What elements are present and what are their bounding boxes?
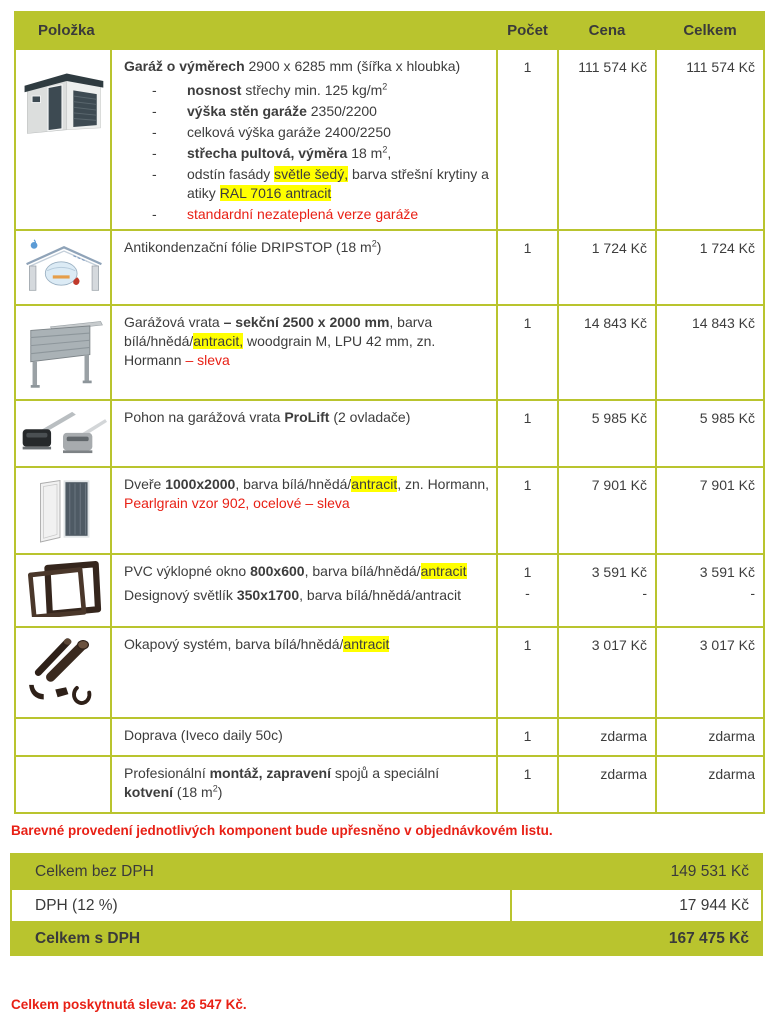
table-row [15, 554, 764, 627]
sectional-door-product-image [20, 377, 106, 394]
dripstop-image-cell [15, 230, 111, 305]
table-row [15, 230, 764, 305]
quantity-cell [497, 756, 558, 813]
text-segment: montáž, zapravení [209, 765, 331, 782]
text-segment: ProLift [284, 409, 330, 426]
bullet-text [187, 81, 387, 100]
total-cell [656, 627, 764, 718]
table-row [15, 400, 764, 467]
total-cell [656, 756, 764, 813]
item-description-cell [111, 756, 497, 813]
description-line [124, 635, 490, 654]
quantity-cell-value: 1 [523, 240, 532, 257]
text-segment: 2350/2200 [310, 103, 377, 120]
text-segment: Antikondenzační fólie DRIPSTOP (18 m [124, 239, 372, 256]
text-segment: Okapový systém, barva bílá/hnědá/ [124, 636, 344, 653]
text-segment: odstín fasády [187, 166, 275, 183]
text-segment: ) [376, 239, 382, 256]
items-table [14, 11, 765, 814]
total-cell [656, 400, 764, 467]
description-line [124, 764, 490, 802]
col-header-total: Celkem [656, 12, 764, 49]
table-row [15, 627, 764, 718]
empty-image-cell [15, 756, 111, 813]
quote-document [0, 11, 776, 1012]
text-segment: antracit [420, 563, 467, 580]
bullet-text [187, 165, 490, 203]
item-description-cell [111, 400, 497, 467]
table-row [15, 756, 764, 813]
price-cell [558, 756, 656, 813]
bullet-marker: - [152, 103, 157, 120]
text-segment: kotvení [124, 784, 174, 801]
item-description-cell [111, 554, 497, 627]
item-description-cell [111, 627, 497, 718]
text-segment: nosnost [187, 82, 246, 99]
text-segment: spojů a speciální [330, 765, 440, 782]
description-line [124, 562, 490, 581]
quantity-cell-value: 1 [523, 315, 532, 332]
gutter-image-cell [15, 627, 111, 718]
bullet-marker: - [152, 206, 157, 223]
price-cell [558, 718, 656, 756]
text-segment: RAL 7016 antracit [219, 185, 332, 202]
text-segment: Doprava (Iveco daily 50c) [124, 727, 283, 744]
text-segment: 2 [371, 238, 377, 249]
text-segment: 2 [382, 144, 388, 155]
bullet-text [187, 123, 391, 142]
item-description-cell [111, 49, 497, 230]
total-cell [656, 467, 764, 554]
garage-image-cell [15, 49, 111, 230]
doors-image-cell [15, 467, 111, 554]
text-segment: (2 ovladače) [329, 409, 411, 426]
price-cell-value: - [642, 585, 647, 602]
text-segment: výška stěn garáže [187, 103, 311, 120]
item-description-cell [111, 305, 497, 400]
bullet-marker: - [152, 124, 157, 141]
total-cell-value: 3 017 Kč [699, 637, 755, 654]
discount-note: Celkem poskytnutá sleva: 26 547 Kč. [11, 997, 247, 1012]
text-segment: , [387, 145, 392, 162]
summary-label: Celkem s DPH [35, 929, 141, 947]
text-segment: celková výška garáže 2400/2250 [187, 124, 391, 141]
quantity-cell-value: 1 [523, 477, 532, 494]
total-cell-value: - [750, 585, 755, 602]
col-header-qty: Počet [497, 12, 558, 49]
window-image-cell [15, 554, 111, 627]
text-segment: 2 [212, 783, 218, 794]
text-segment: – sleva [185, 352, 230, 369]
quantity-cell-value: 1 [523, 59, 532, 75]
total-cell [656, 230, 764, 305]
table-header-row [15, 12, 764, 49]
bullet-line [124, 102, 490, 121]
text-segment: antracit [343, 636, 390, 653]
description-line [124, 57, 490, 76]
text-segment: Designový světlík [124, 587, 237, 604]
quantity-cell [497, 230, 558, 305]
summary-value: 167 475 Kč [668, 929, 749, 947]
door-opener-product-image [19, 444, 107, 461]
bullet-text [187, 144, 391, 163]
text-segment: 350x1700 [236, 587, 300, 604]
bullet-line [124, 123, 490, 142]
bullet-line [124, 205, 490, 224]
total-cell-value: zdarma [708, 766, 755, 783]
text-segment: 1000x2000 [165, 476, 236, 493]
total-cell [656, 305, 764, 400]
total-cell-value: 5 985 Kč [699, 410, 755, 427]
text-segment: , barva bílá/hnědá/antracit [299, 587, 462, 604]
door-opener-image-cell [15, 400, 111, 467]
text-segment: 18 m [351, 145, 383, 162]
price-cell-value: 3 591 Kč [591, 564, 647, 581]
gutter-product-image [26, 695, 100, 712]
summary-table [10, 853, 763, 956]
text-segment: Pohon na garážová vrata [124, 409, 285, 426]
quantity-cell [497, 554, 558, 627]
text-segment: , barva bílá/hnědá/ [304, 563, 421, 580]
total-cell-value: 14 843 Kč [691, 315, 755, 332]
text-segment: , zn. Hormann, [397, 476, 490, 493]
text-segment: antracit, [193, 333, 244, 350]
quantity-cell-value: 1 [523, 728, 532, 745]
price-cell-value: 14 843 Kč [583, 315, 647, 332]
price-cell [558, 400, 656, 467]
text-segment: , barva bílá/hnědá/ [124, 314, 433, 350]
total-cell [656, 49, 764, 230]
table-row [15, 467, 764, 554]
col-header-item: Položka [15, 12, 497, 49]
bullet-marker: - [152, 82, 157, 99]
bullet-line [124, 144, 490, 163]
text-segment: 2 [382, 81, 388, 92]
quantity-cell-value: 1 [523, 410, 532, 427]
description-line [124, 475, 490, 513]
summary-row [12, 855, 761, 888]
bullet-line [124, 165, 490, 203]
price-cell [558, 49, 656, 230]
item-description-cell [111, 718, 497, 756]
quantity-cell [497, 400, 558, 467]
total-cell [656, 718, 764, 756]
price-cell-value: 111 574 Kč [578, 59, 647, 75]
text-segment: ) [217, 784, 223, 801]
price-cell [558, 467, 656, 554]
quantity-cell-value: 1 [523, 766, 532, 783]
bullet-marker: - [152, 166, 157, 183]
text-segment: 800x600 [250, 563, 305, 580]
text-segment: 2900 x 6285 mm (šířka x hloubka) [248, 58, 461, 74]
quantity-cell-value: 1 [523, 564, 532, 581]
text-segment: antracit [351, 476, 398, 493]
total-cell-value: 111 574 Kč [686, 59, 755, 75]
quantity-cell [497, 718, 558, 756]
total-cell-value: 7 901 Kč [699, 477, 755, 494]
total-cell-value: 3 591 Kč [699, 564, 755, 581]
quantity-cell [497, 305, 558, 400]
quantity-cell [497, 467, 558, 554]
text-segment: Dveře [124, 476, 166, 493]
text-segment: barva střešní krytiny a atiky [187, 166, 489, 202]
quantity-cell-value: - [525, 585, 530, 602]
text-segment: PVC výklopné okno [124, 563, 251, 580]
doors-product-image [27, 531, 99, 548]
window-product-image [24, 604, 102, 621]
sectional-door-image-cell [15, 305, 111, 400]
text-segment: standardní nezateplená verze garáže [187, 206, 419, 223]
description-line [124, 726, 490, 745]
price-cell [558, 305, 656, 400]
text-segment: světle šedý, [274, 166, 349, 183]
description-line [124, 586, 490, 605]
table-row [15, 305, 764, 400]
summary-value: 17 944 Kč [679, 896, 749, 914]
item-description-cell [111, 230, 497, 305]
text-segment: , barva bílá/hnědá/ [235, 476, 352, 493]
bullet-text [187, 102, 377, 121]
table-row [15, 49, 764, 230]
text-segment: Pearlgrain vzor 902, ocelové – sleva [124, 495, 350, 512]
text-segment: střecha pultová, výměra [187, 145, 352, 162]
text-segment: woodgrain M, LPU 42 mm, zn. Hormann [124, 333, 436, 369]
text-segment: – sekční 2500 x 2000 mm [223, 314, 390, 331]
quantity-cell-value: 1 [523, 637, 532, 654]
price-cell [558, 554, 656, 627]
text-segment: Garážová vrata [124, 314, 224, 331]
bullet-line [124, 81, 490, 100]
description-line [124, 313, 490, 370]
quantity-cell [497, 49, 558, 230]
description-line [124, 238, 490, 257]
item-description-cell [111, 467, 497, 554]
table-row [15, 718, 764, 756]
garage-product-image [18, 123, 108, 140]
summary-label: Celkem bez DPH [35, 862, 154, 880]
total-cell-value: zdarma [708, 728, 755, 745]
text-segment: střechy min. 125 kg/m [245, 82, 383, 99]
total-cell-value: 1 724 Kč [699, 240, 755, 257]
text-segment: Profesionální [124, 765, 210, 782]
summary-row [12, 888, 761, 921]
col-header-price: Cena [558, 12, 656, 49]
price-cell-value: 1 724 Kč [591, 240, 647, 257]
price-cell-value: zdarma [600, 728, 647, 745]
text-segment: (18 m [173, 784, 213, 801]
price-cell [558, 230, 656, 305]
description-line [124, 408, 490, 427]
summary-value: 149 531 Kč [670, 862, 749, 880]
components-color-note: Barevné provedení jednotlivých komponent bude upřesněno v objednávkovém listu. [11, 823, 553, 839]
text-segment: Garáž o výměrech [124, 58, 249, 74]
summary-row [12, 921, 761, 954]
price-cell [558, 627, 656, 718]
price-cell-value: zdarma [600, 766, 647, 783]
price-cell-value: 3 017 Kč [591, 637, 647, 654]
dripstop-product-image [18, 282, 110, 299]
summary-label: DPH (12 %) [12, 890, 512, 921]
price-cell-value: 7 901 Kč [591, 477, 647, 494]
total-cell [656, 554, 764, 627]
price-cell-value: 5 985 Kč [591, 410, 647, 427]
empty-image-cell [15, 718, 111, 756]
bullet-marker: - [152, 145, 157, 162]
bullet-text [187, 205, 418, 224]
quantity-cell [497, 627, 558, 718]
